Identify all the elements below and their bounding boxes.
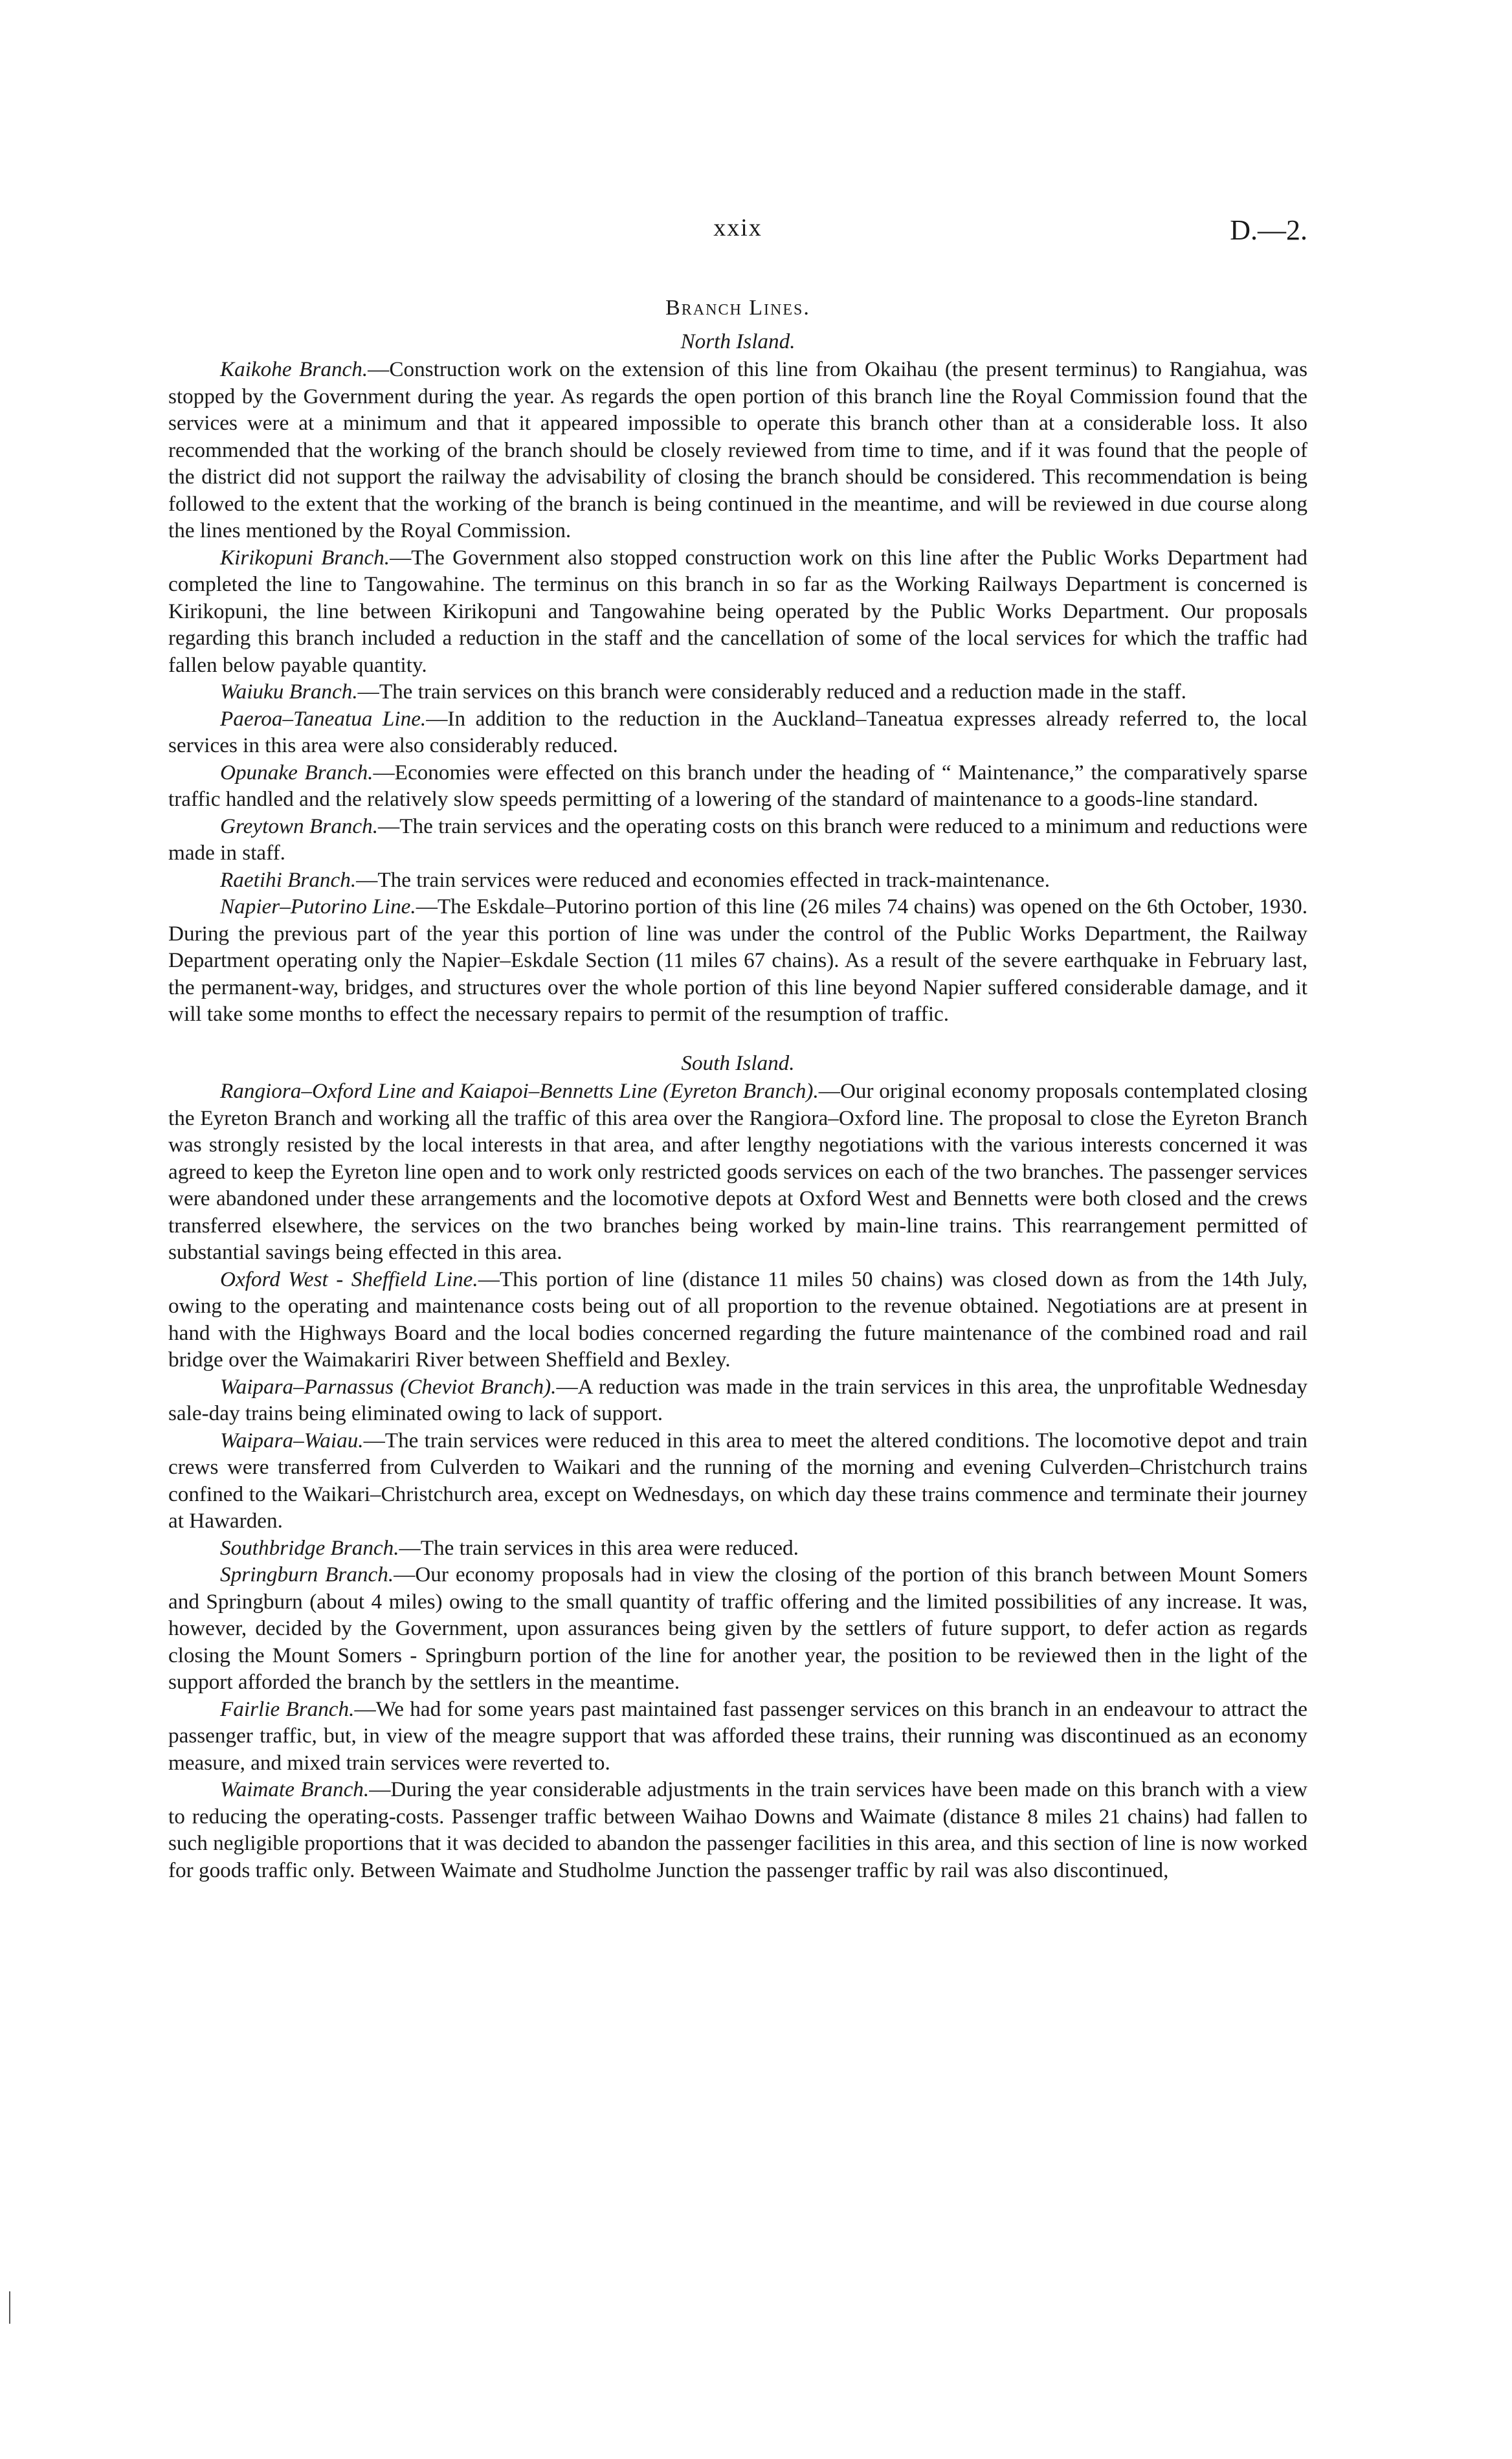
paragraph (168, 544, 1307, 679)
paragraph-heading: Waimate Branch. (220, 1777, 370, 1801)
paragraph (168, 867, 1307, 894)
paragraph-text: —The train services in this area were reduced. (399, 1535, 799, 1560)
paragraph (168, 1266, 1307, 1374)
page-body (168, 295, 1307, 1884)
paragraph-text: —The train services were reduced and economies effected in track-maintenance. (356, 867, 1051, 892)
paragraph-text: —This portion of line (distance 11 miles 50 chains) was closed down as from the 14th July, owing to the operating and maintenance costs being out of all proportion to the revenue obtained. Negotiations are at present in hand with the Highways Board and the local bodies concerned regarding the future maintenance of the combined road and rail bridge over the Waimakariri River between Sheffield and Bexley. (168, 1267, 1307, 1372)
paragraph-heading: Springburn Branch. (220, 1563, 394, 1586)
paragraph-heading: Raetihi Branch. (220, 867, 357, 892)
paragraph-text: —The Eskdale–Putorino portion of this line (26 miles 74 chains) was opened on the 6th October, 1930. During the previous part of the year this portion of line was under the control of the Public Works Department, the Railway Department operating only the Napier–Eskdale Section (11 miles 67 chains). As a result of the severe earthquake in February last, the permanent-way, bridges, and structures over the whole portion of this line beyond Napier suffered considerable damage, and it will take some months to effect the necessary repairs to permit of the resumption of traffic. (168, 895, 1307, 1026)
paragraph (168, 678, 1307, 706)
paragraph-heading: Opunake Branch. (220, 760, 373, 784)
paragraph-text: —A reduction was made in the train services in this area, the unprofitable Wednesday sale-day trains being eliminated owing to lack of support. (168, 1374, 1307, 1425)
paragraph-heading: Waipara–Parnassus (Cheviot Branch). (220, 1374, 557, 1399)
paragraph-text: —The train services were reduced in this area to meet the altered conditions. The locomotive depot and train crews were transferred from Culverden to Waikari and the running of the morning and evening Culverden–Christchurch trains confined to the Waikari–Christchurch area, except on Wednesdays, on which day these trains commence and terminate their journey at Hawarden. (168, 1428, 1307, 1533)
document-reference: D.—2. (1230, 214, 1307, 246)
paragraph-text: —The train services and the operating costs on this branch were reduced to a minimum and reductions were made in staff. (168, 814, 1307, 865)
paragraph-heading: Kirikopuni Branch. (220, 545, 390, 570)
subsection-title-north-island: North Island. (680, 329, 795, 353)
paragraph-heading: Napier–Putorino Line. (220, 895, 416, 918)
page-number: xxix (713, 214, 762, 241)
paragraph-text: —Our original economy proposals contemplated closing the Eyreton Branch and working all the traffic of this area over the Rangiora–Oxford line. The proposal to close the Eyreton Branch was strongly resisted by the local interests in that area, and after lengthy negotiations with the various interests concerned it was agreed to keep the Eyreton line open and to work only restricted goods services on each of the two branches. The passenger services were abandoned under these arrangements and the locomotive depots at Oxford West and Bennetts were both closed and the crews transferred elsewhere, the services on the two branches being worked by main-line trains. This rearrangement permitted of substantial savings being effected in this area. (168, 1079, 1307, 1264)
paragraph-heading: Southbridge Branch. (220, 1535, 399, 1560)
paragraph-heading: Fairlie Branch. (220, 1697, 355, 1721)
paragraph (168, 893, 1307, 1028)
paragraph-text: —The train services on this branch were considerably reduced and a reduction made in the staff. (357, 680, 1186, 704)
paragraph-text: —Our economy proposals had in view the closing of the portion of this branch between Mount Somers and Springburn (about 4 miles) owing to the small quantity of traffic offering and the limited possibilities of any increase. It was, however, decided by the Government, upon assurances being given by the settlers of future support, to defer action as regards closing the Mount Somers - Springburn portion of the line for another year, the position to be reviewed then in the light of the support afforded the branch by the settlers in the meantime. (168, 1563, 1307, 1694)
section-title: Branch Lines. (665, 296, 810, 320)
paragraph-heading: Greytown Branch. (220, 814, 379, 838)
paragraph (168, 1776, 1307, 1884)
paragraph (168, 1696, 1307, 1777)
paragraph (168, 759, 1307, 813)
paragraph (168, 1427, 1307, 1535)
paragraph (168, 1535, 1307, 1562)
paragraph-text: —Construction work on the extension of this line from Okaihau (the present terminus) to Rangiahua, was stopped by the Government during the year. As regards the open portion of this branch line the Royal Commission found that the services were at a minimum and that it appeared impossible to operate this branch other than at a considerable loss. It also recommended that the working of the branch should be closely reviewed from time to time, and if it was found that the people of the district did not support the railway the advisability of closing the branch should be considered. This recommendation is being followed to the extent that the working of the branch is being continued in the meantime, and will be reviewed in due course along the lines mentioned by the Royal Commission. (168, 357, 1307, 542)
paragraph (168, 813, 1307, 867)
paragraph (168, 1561, 1307, 1696)
paragraph-text: —We had for some years past maintained fast passenger services on this branch in an endeavour to attract the passenger traffic, but, in view of the meagre support that was afforded these trains, their running was discontinued as an economy measure, and mixed train services were reverted to. (168, 1697, 1307, 1775)
paragraph-text: —The Government also stopped construction work on this line after the Public Works Department had completed the line to Tangowahine. The terminus on this branch in so far as the Working Railways Department is concerned is Kirikopuni, the line between Kirikopuni and Tangowahine being operated by the Public Works Department. Our proposals regarding this branch included a reduction in the staff and the cancellation of some of the local services for which the traffic had fallen below payable quantity. (168, 545, 1307, 677)
margin-mark (9, 2291, 10, 2324)
south-island-paragraphs (168, 1078, 1307, 1884)
paragraph (168, 356, 1307, 544)
subsection-title-south-island: South Island. (681, 1051, 795, 1075)
paragraph-text: —During the year considerable adjustments in the train services have been made on this branch with a view to reducing the operating-costs. Passenger traffic between Waihao Downs and Waimate (distance 8 miles 21 chains) had fallen to such negligible proportions that it was decided to abandon the passenger facilities in this area, and this section of line is now worked for goods traffic only. Between Waimate and Studholme Junction the passenger traffic by rail was also discontinued, (168, 1777, 1307, 1882)
north-island-paragraphs (168, 356, 1307, 1028)
paragraph (168, 706, 1307, 759)
paragraph (168, 1374, 1307, 1427)
paragraph-heading: Paeroa–Taneatua Line. (220, 706, 427, 731)
paragraph-heading: Waipara–Waiau. (220, 1428, 364, 1452)
page-header (168, 214, 1307, 259)
paragraph (168, 1078, 1307, 1266)
paragraph-heading: Waiuku Branch. (220, 680, 358, 704)
paragraph-heading: Kaikohe Branch. (220, 357, 368, 381)
paragraph-text: —In addition to the reduction in the Auckland–Taneatua expresses already referred to, the local services in this area were also considerably reduced. (168, 706, 1307, 757)
paragraph-heading: Oxford West - Sheffield Line. (220, 1267, 478, 1291)
paragraph-text: —Economies were effected on this branch under the heading of “ Maintenance,” the comparatively sparse traffic handled and the relatively slow speeds permitting of a lowering of the standard of maintenance to a goods-line standard. (168, 760, 1307, 811)
paragraph-heading: Rangiora–Oxford Line and Kaiapoi–Bennetts Line (Eyreton Branch). (220, 1079, 819, 1103)
